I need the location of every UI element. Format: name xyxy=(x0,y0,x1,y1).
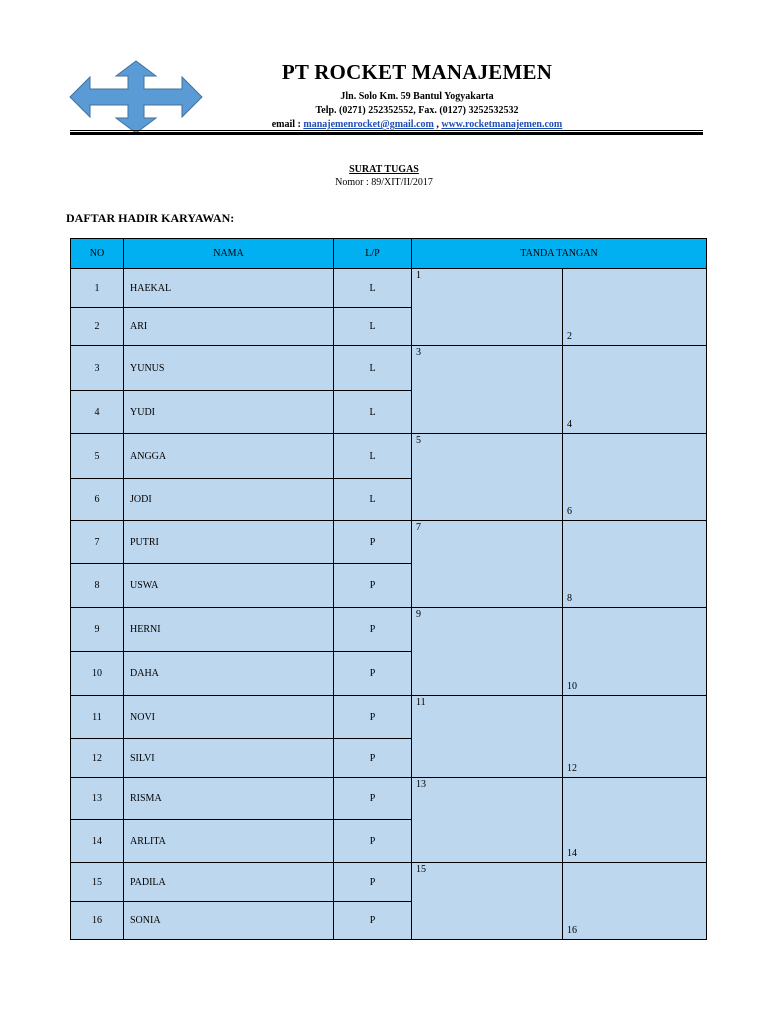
signature-cell-right[interactable] xyxy=(562,345,707,434)
section-title: DAFTAR HADIR KARYAWAN: xyxy=(66,211,235,225)
signature-cell-right[interactable] xyxy=(562,268,707,346)
row-name: PUTRI xyxy=(123,520,334,564)
email-link[interactable]: manajemenrocket@gmail.com xyxy=(303,119,434,130)
attendance-table xyxy=(70,238,707,939)
signature-cell-left[interactable] xyxy=(411,862,563,940)
row-no: 4 xyxy=(70,390,124,434)
row-gender: L xyxy=(333,268,412,308)
header-signature: TANDA TANGAN xyxy=(411,238,707,269)
row-no: 2 xyxy=(70,307,124,346)
row-gender: P xyxy=(333,520,412,564)
row-no: 14 xyxy=(70,819,124,863)
signature-cell-left[interactable] xyxy=(411,433,563,521)
signature-cell-left[interactable] xyxy=(411,777,563,863)
signature-cell-right[interactable] xyxy=(562,607,707,696)
row-no: 5 xyxy=(70,433,124,479)
row-no: 3 xyxy=(70,345,124,391)
row-name: SILVI xyxy=(123,738,334,778)
signature-cell-left[interactable] xyxy=(411,695,563,778)
row-no: 9 xyxy=(70,607,124,652)
row-gender: L xyxy=(333,345,412,391)
signature-number: 2 xyxy=(567,331,572,342)
row-name: HAEKAL xyxy=(123,268,334,308)
company-name: PT ROCKET MANAJEMEN xyxy=(281,60,553,84)
signature-cell-right[interactable] xyxy=(562,862,707,940)
row-name: RISMA xyxy=(123,777,334,820)
signature-number: 10 xyxy=(567,681,577,692)
row-no: 10 xyxy=(70,651,124,696)
row-name: ARLITA xyxy=(123,819,334,863)
signature-cell-left[interactable] xyxy=(411,520,563,608)
signature-number: 13 xyxy=(416,779,426,790)
row-no: 7 xyxy=(70,520,124,564)
signature-cell-right[interactable] xyxy=(562,520,707,608)
signature-cell-right[interactable] xyxy=(562,433,707,521)
row-no: 13 xyxy=(70,777,124,820)
row-gender: P xyxy=(333,777,412,820)
company-address: Jln. Solo Km. 59 Bantul Yogyakarta xyxy=(340,91,494,102)
signature-number: 8 xyxy=(567,593,572,604)
row-name: NOVI xyxy=(123,695,334,739)
signature-number: 7 xyxy=(416,522,421,533)
row-name: YUNUS xyxy=(123,345,334,391)
company-phone-fax: Telp. (0271) 252352552, Fax. (0127) 3252532532 xyxy=(315,105,519,116)
row-gender: P xyxy=(333,901,412,940)
document-title: SURAT TUGAS xyxy=(349,164,419,175)
row-name: ANGGA xyxy=(123,433,334,479)
signature-cell-left[interactable] xyxy=(411,268,563,346)
row-name: PADILA xyxy=(123,862,334,902)
row-no: 11 xyxy=(70,695,124,739)
row-gender: P xyxy=(333,563,412,608)
header-no: NO xyxy=(70,238,124,269)
signature-number: 6 xyxy=(567,506,572,517)
letterhead-rule-thick xyxy=(70,132,703,135)
row-gender: P xyxy=(333,738,412,778)
document-number: Nomor : 89/XIT/II/2017 xyxy=(335,177,433,188)
signature-number: 4 xyxy=(567,419,572,430)
row-gender: P xyxy=(333,819,412,863)
row-name: JODI xyxy=(123,478,334,521)
row-no: 8 xyxy=(70,563,124,608)
header-name: NAMA xyxy=(123,238,334,269)
row-no: 15 xyxy=(70,862,124,902)
row-no: 16 xyxy=(70,901,124,940)
row-gender: P xyxy=(333,651,412,696)
signature-number: 15 xyxy=(416,864,426,875)
signature-cell-right[interactable] xyxy=(562,695,707,778)
signature-number: 9 xyxy=(416,609,421,620)
row-no: 6 xyxy=(70,478,124,521)
signature-number: 16 xyxy=(567,925,577,936)
row-name: ARI xyxy=(123,307,334,346)
row-no: 12 xyxy=(70,738,124,778)
signature-number: 1 xyxy=(416,270,421,281)
row-name: YUDI xyxy=(123,390,334,434)
contact-separator: , xyxy=(436,119,439,130)
signature-number: 11 xyxy=(416,697,426,708)
signature-cell-left[interactable] xyxy=(411,345,563,434)
row-gender: P xyxy=(333,695,412,739)
row-name: HERNI xyxy=(123,607,334,652)
signature-number: 14 xyxy=(567,848,577,859)
letterhead-rule-thin xyxy=(70,130,703,131)
row-name: DAHA xyxy=(123,651,334,696)
row-gender: L xyxy=(333,307,412,346)
signature-number: 12 xyxy=(567,763,577,774)
header-lp: L/P xyxy=(333,238,412,269)
company-contact-line xyxy=(0,119,768,130)
email-label: email : xyxy=(271,119,301,130)
row-gender: P xyxy=(333,607,412,652)
row-gender: L xyxy=(333,478,412,521)
signature-number: 3 xyxy=(416,347,421,358)
row-gender: P xyxy=(333,862,412,902)
row-gender: L xyxy=(333,433,412,479)
signature-cell-left[interactable] xyxy=(411,607,563,696)
row-gender: L xyxy=(333,390,412,434)
row-no: 1 xyxy=(70,268,124,308)
row-name: USWA xyxy=(123,563,334,608)
signature-cell-right[interactable] xyxy=(562,777,707,863)
row-name: SONIA xyxy=(123,901,334,940)
signature-number: 5 xyxy=(416,435,421,446)
website-link[interactable]: www.rocketmanajemen.com xyxy=(441,119,563,130)
